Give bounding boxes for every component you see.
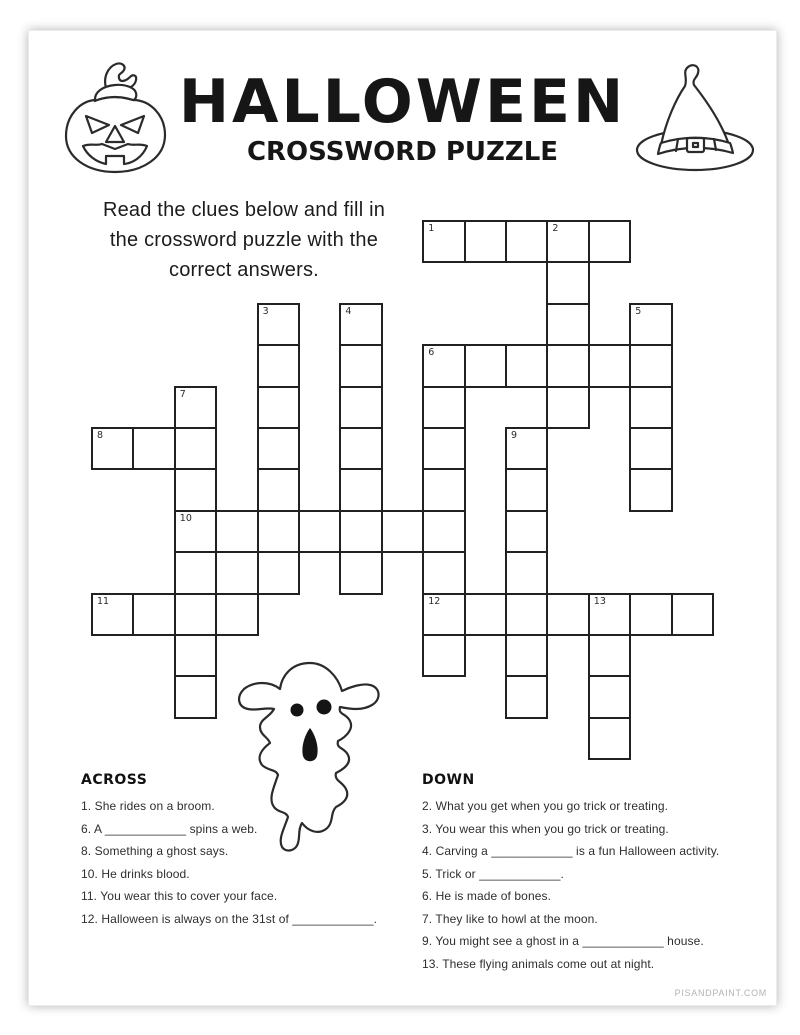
grid-cell[interactable]: [381, 510, 424, 553]
crossword-grid: [91, 220, 716, 762]
cell-number: 3: [262, 305, 269, 317]
grid-cell[interactable]: [174, 386, 217, 429]
grid-cell[interactable]: [505, 551, 548, 594]
grid-cell[interactable]: [215, 510, 258, 553]
grid-cell[interactable]: [588, 634, 631, 677]
across-list: [81, 799, 411, 926]
grid-cell[interactable]: [257, 386, 300, 429]
grid-cell[interactable]: [505, 344, 548, 387]
grid-cell[interactable]: [132, 593, 175, 636]
cell-number: 7: [179, 388, 186, 400]
grid-cell[interactable]: [588, 220, 631, 263]
footer-url: PISANDPAINT.COM: [674, 988, 767, 998]
grid-cell[interactable]: [257, 551, 300, 594]
grid-cell[interactable]: [339, 386, 382, 429]
grid-cell[interactable]: [505, 468, 548, 511]
grid-cell[interactable]: [339, 344, 382, 387]
page-title: HALLOWEEN: [178, 67, 627, 137]
grid-cell[interactable]: [339, 303, 382, 346]
grid-cell[interactable]: [546, 386, 589, 429]
clue-item: 9. You might see a ghost in a ____________ house.: [422, 934, 704, 948]
cell-number: 6: [428, 347, 435, 359]
grid-cell[interactable]: [588, 593, 631, 636]
grid-cell[interactable]: [174, 427, 217, 470]
grid-cell[interactable]: [505, 510, 548, 553]
grid-cell[interactable]: [422, 220, 465, 263]
grid-cell[interactable]: [339, 427, 382, 470]
instructions-line: correct answers.: [169, 259, 319, 281]
clue-item: 1. She rides on a broom.: [81, 799, 215, 813]
grid-cell[interactable]: [546, 261, 589, 304]
clue-item: 8. Something a ghost says.: [81, 844, 229, 858]
grid-cell[interactable]: [422, 551, 465, 594]
cell-number: 11: [97, 595, 110, 607]
clue-item: 13. These flying animals come out at night.: [422, 956, 655, 971]
down-clues: [422, 772, 767, 979]
grid-cell[interactable]: [629, 427, 672, 470]
grid-cell[interactable]: [629, 468, 672, 511]
grid-cell[interactable]: [298, 510, 341, 553]
grid-cell[interactable]: [174, 468, 217, 511]
cell-number: 10: [179, 512, 192, 524]
cell-number: 4: [345, 305, 352, 317]
grid-cell[interactable]: [629, 344, 672, 387]
witch-hat-icon: [632, 59, 760, 177]
grid-cell[interactable]: [132, 427, 175, 470]
grid-cell[interactable]: [588, 717, 631, 760]
grid-cell[interactable]: [464, 220, 507, 263]
grid-cell[interactable]: [422, 634, 465, 677]
grid-cell[interactable]: [174, 551, 217, 594]
grid-cell[interactable]: [505, 634, 548, 677]
grid-cell[interactable]: [257, 468, 300, 511]
grid-cell[interactable]: [629, 593, 672, 636]
instructions-line: Read the clues below and fill in: [102, 199, 386, 221]
grid-cell[interactable]: [422, 386, 465, 429]
grid-cell[interactable]: [257, 510, 300, 553]
grid-cell[interactable]: [464, 593, 507, 636]
grid-cell[interactable]: [339, 510, 382, 553]
across-clues: [81, 772, 411, 934]
instructions-line: the crossword puzzle with the: [109, 229, 379, 251]
clue-item: 10. He drinks blood.: [81, 866, 190, 881]
clue-item: 4. Carving a ____________ is a fun Halloween activity.: [422, 844, 720, 858]
grid-cell[interactable]: [215, 551, 258, 594]
grid-cell[interactable]: [588, 675, 631, 718]
clue-item: 5. Trick or ____________.: [422, 866, 564, 881]
cell-number: 9: [511, 430, 518, 441]
grid-cell[interactable]: [671, 593, 714, 636]
grid-cell[interactable]: [257, 344, 300, 387]
grid-cell[interactable]: [91, 427, 134, 470]
cell-number: 13: [593, 595, 606, 607]
grid-cell[interactable]: [505, 220, 548, 263]
grid-cell[interactable]: [505, 593, 548, 636]
down-heading: DOWN: [422, 772, 475, 788]
grid-cell[interactable]: [339, 551, 382, 594]
cell-number: 1: [428, 223, 435, 234]
grid-cell[interactable]: [257, 427, 300, 470]
clue-item: 12. Halloween is always on the 31st of ____________.: [81, 911, 378, 926]
clue-item: 3. You wear this when you go trick or treating.: [422, 821, 669, 836]
grid-cell[interactable]: [215, 593, 258, 636]
grid-cell[interactable]: [546, 303, 589, 346]
grid-cell[interactable]: [546, 344, 589, 387]
grid-cell[interactable]: [588, 344, 631, 387]
cell-number: 2: [552, 223, 559, 234]
grid-cell[interactable]: [464, 344, 507, 387]
grid-cell[interactable]: [174, 675, 217, 718]
grid-cell[interactable]: [422, 593, 465, 636]
grid-cell[interactable]: [629, 386, 672, 429]
worksheet-page: [28, 30, 777, 1006]
grid-cell[interactable]: [174, 634, 217, 677]
cell-number: 5: [635, 305, 642, 317]
grid-cell[interactable]: [629, 303, 672, 346]
clue-item: 2. What you get when you go trick or treating.: [422, 799, 669, 813]
grid-cell[interactable]: [91, 593, 134, 636]
grid-cell[interactable]: [422, 344, 465, 387]
clue-item: 11. You wear this to cover your face.: [81, 889, 278, 903]
page-subtitle: CROSSWORD PUZZLE: [246, 137, 559, 167]
grid-cell[interactable]: [505, 675, 548, 718]
grid-cell[interactable]: [546, 593, 589, 636]
grid-cell[interactable]: [174, 510, 217, 553]
clue-item: 6. A ____________ spins a web.: [81, 821, 258, 836]
across-heading: ACROSS: [81, 772, 148, 788]
clue-item: 6. He is made of bones.: [422, 889, 552, 903]
grid-cell[interactable]: [339, 468, 382, 511]
down-list: [422, 799, 767, 971]
grid-cell[interactable]: [174, 593, 217, 636]
cell-number: 8: [97, 430, 104, 441]
grid-cell[interactable]: [422, 510, 465, 553]
grid-cell[interactable]: [546, 220, 589, 263]
grid-cell[interactable]: [257, 303, 300, 346]
grid-cell[interactable]: [422, 468, 465, 511]
grid-cell[interactable]: [422, 427, 465, 470]
clue-item: 7. They like to howl at the moon.: [422, 911, 598, 926]
grid-cell[interactable]: [505, 427, 548, 470]
cell-number: 12: [428, 595, 441, 607]
